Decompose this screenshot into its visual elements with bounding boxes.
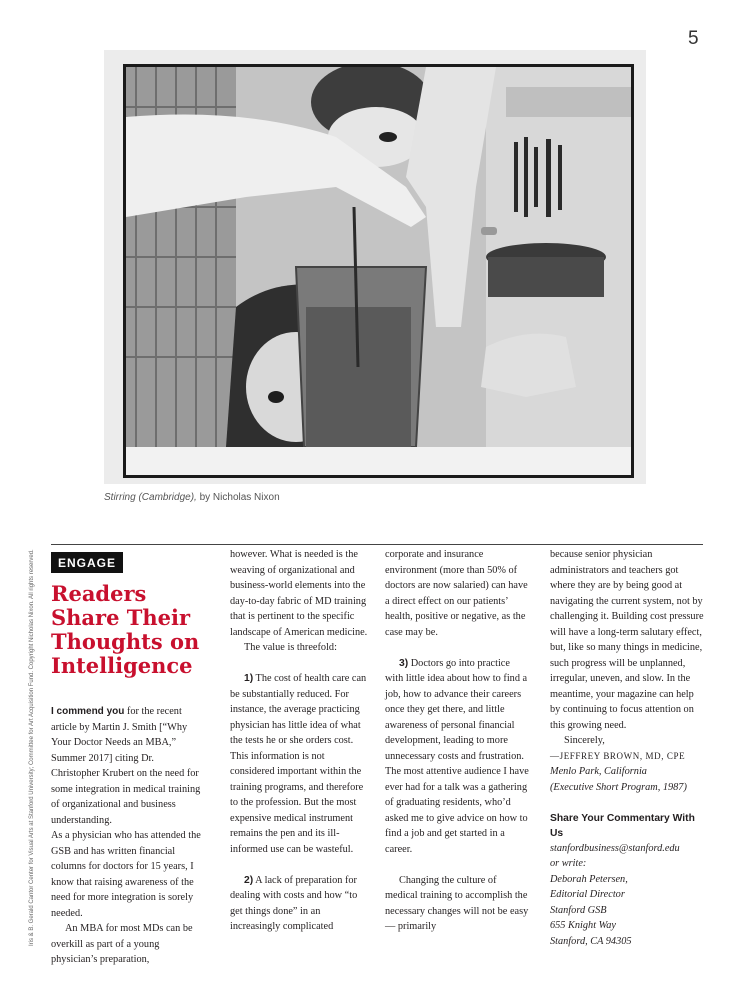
letter-column-3	[385, 547, 530, 935]
point-text: The cost of health care can be substantially reduced. For instance, the average practicing physician has little idea of what the tests he or she orders cost. This information is not considered important within the training programs, and therefore to the profession. But the most expensive medical instrument remains the pen and its ill-informed use can be wasteful.	[230, 673, 367, 855]
letter-paragraph: corporate and insurance environment (more than 50% of doctors are now salaried) can have a direct effect on our patients’ health, positive or negative, as the case may be.	[385, 549, 528, 638]
section-divider	[51, 544, 703, 545]
letter-signature: —JEFFREY BROWN, MD, CPE	[550, 750, 686, 761]
letter-column-1	[51, 704, 201, 968]
photo-caption-byline: by Nicholas Nixon	[199, 492, 280, 503]
letter-paragraph: As a physician who has attended the GSB and has written financial columns for doctors for 15 years, I know that raising awareness of the need for more integration is sorely needed.	[51, 830, 201, 919]
address-title: Editorial Director	[550, 889, 625, 900]
point-number: 1)	[244, 673, 254, 684]
photo-caption	[104, 492, 280, 503]
numbered-point-3	[385, 656, 530, 858]
address-name: Deborah Petersen,	[550, 873, 628, 885]
photo-credit: Iris & B. Gerald Cantor Center for Visual Arts at Stanford University; Committee for Art Acquisition Fund. Copyright Nicholas Nixon. All rights reserved.	[29, 549, 35, 946]
page-number: 5	[688, 28, 699, 49]
letter-closing: Sincerely,	[564, 735, 605, 746]
photo-frame	[104, 50, 646, 484]
share-commentary-heading: Share Your Commentary With Us	[550, 812, 695, 839]
photograph-image	[126, 67, 631, 475]
stirring-photograph	[123, 64, 634, 478]
letter-program: (Executive Short Program, 1987)	[550, 781, 687, 793]
numbered-point-1	[230, 671, 370, 857]
address-city: Stanford, CA 94305	[550, 935, 632, 947]
letter-paragraph: The value is threefold:	[244, 642, 337, 653]
letter-paragraph	[51, 704, 201, 828]
letter-paragraph: An MBA for most MDs can be overkill as part of a young physician’s preparation,	[51, 923, 193, 965]
lead-paragraph-text: for the recent article by Martin J. Smith [“Why Your Doctor Needs an MBA,” Summer 2017] citing Dr. Christopher Krubert on the need for some integration in medical training of organizational and business understanding.	[51, 706, 201, 826]
or-write-label: or write:	[550, 858, 587, 869]
numbered-point-2	[230, 873, 370, 935]
point-text: A lack of preparation for dealing with costs and how “to get things done” in an increasingly complicated	[230, 874, 358, 932]
section-tag: ENGAGE	[51, 552, 123, 573]
letter-column-2	[230, 547, 370, 935]
contact-email[interactable]: stanfordbusiness@stanford.edu	[550, 842, 680, 854]
point-number: 2)	[244, 874, 254, 886]
letter-location: Menlo Park, California	[550, 766, 647, 777]
lead-in: I commend you	[51, 706, 125, 717]
address-organization: Stanford GSB	[550, 904, 607, 916]
letter-paragraph: because senior physician administrators and teachers got where they are by being good at navigating the current system, not by challenging it. Building cost pressure will have a long-term salutary effect, but, like so many things in medicine, such progress will be unplanned, irregular, uneven, and slow. In the meantime, your magazine can help by continuing to focus attention on this growing need.	[550, 549, 704, 731]
letter-paragraph: Changing the culture of medical training to accomplish the necessary changes will not be easy — primarily	[385, 874, 529, 932]
address-street: 655 Knight Way	[550, 920, 616, 931]
photo-caption-title: Stirring (Cambridge),	[104, 492, 197, 503]
letter-paragraph: however. What is needed is the weaving of organizational and business-world elements into the day-to-day fabric of MD training that is pertinent to the specific landscape of American medicine.	[230, 549, 368, 638]
point-text: Doctors go into practice with little idea about how to find a job, how to advance their careers once they get there, and little awareness of personal financial development, leading to more unnecessary costs and frustration. The most attentive audience I have ever had for a talk was a gathering of graduating residents, who’d asked me to give advice on how to find a job and get started in a career.	[385, 657, 529, 855]
article-headline: Readers Share Their Thoughts on Intelligence	[51, 581, 200, 678]
point-number: 3)	[399, 657, 409, 669]
letter-column-4	[550, 547, 706, 949]
